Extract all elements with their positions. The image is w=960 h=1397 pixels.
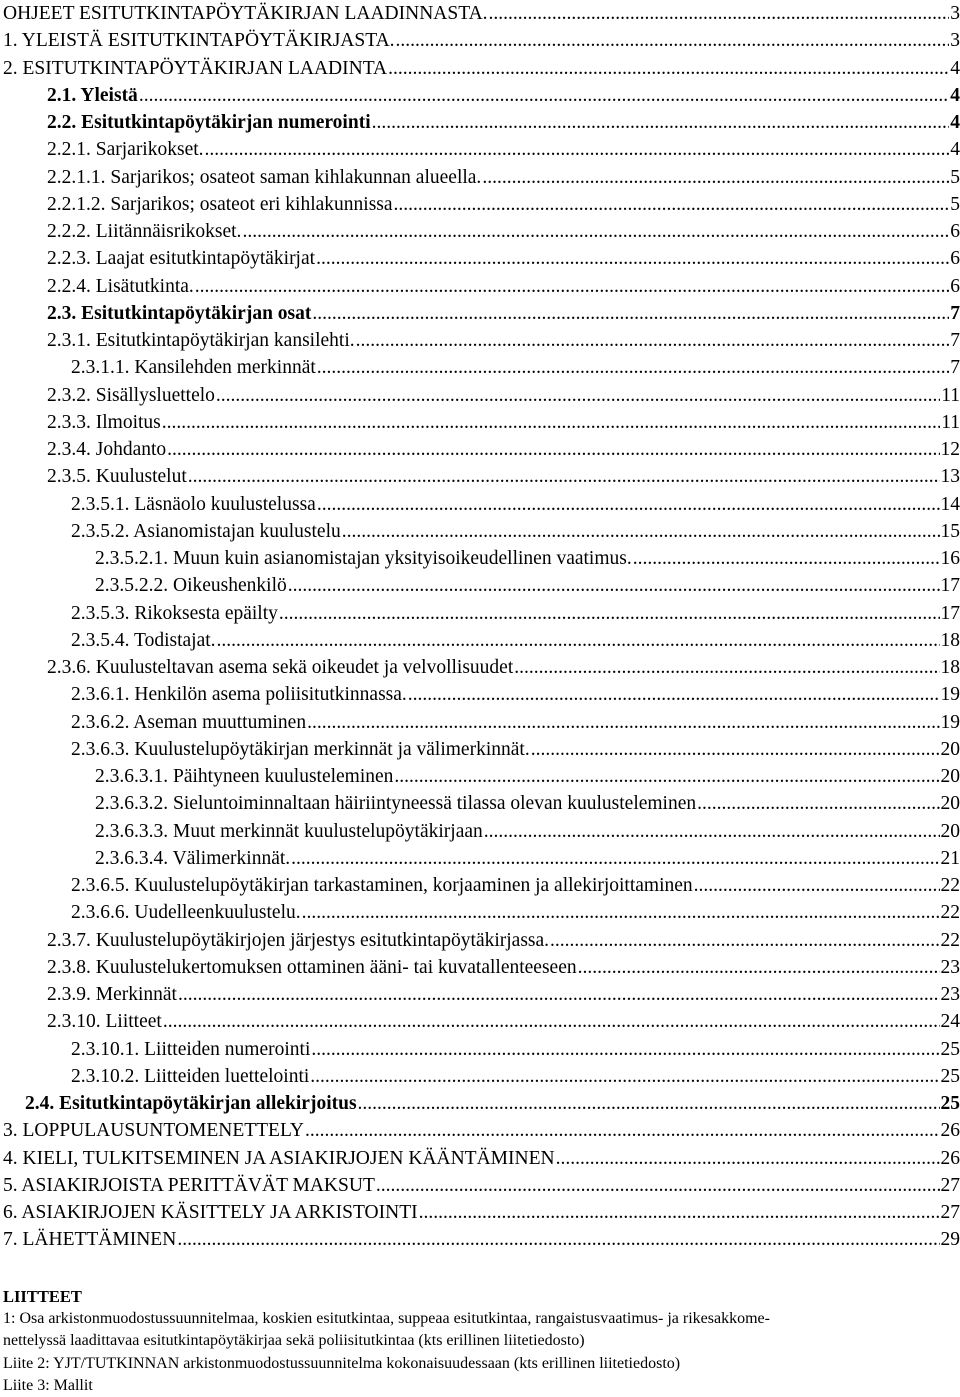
toc-entry[interactable] [3, 300, 960, 327]
toc-entry-page-number: 5 [950, 164, 960, 191]
toc-entry[interactable] [3, 981, 960, 1008]
toc-dot-leader [372, 109, 950, 136]
toc-entry-title: 4. KIELI, TULKITSEMINEN JA ASIAKIRJOJEN KÄÄNTÄMINEN [3, 1145, 555, 1172]
toc-entry-page-number: 7 [950, 300, 960, 327]
toc-entry-title: 2.3.5.1. Läsnäolo kuulustelussa [71, 491, 316, 518]
toc-dot-leader [531, 736, 940, 763]
toc-dot-leader [242, 218, 949, 245]
toc-entry[interactable] [3, 1117, 960, 1144]
toc-dot-leader [408, 681, 940, 708]
toc-entry[interactable] [3, 1145, 960, 1172]
toc-dot-leader [311, 1036, 939, 1063]
toc-dot-leader [162, 409, 940, 436]
toc-dot-leader [302, 899, 940, 926]
toc-entry-page-number: 27 [941, 1172, 960, 1199]
toc-entry-title: OHJEET ESITUTKINTAPÖYTÄKIRJAN LAADINNASTA. [3, 0, 488, 27]
toc-entry-page-number: 25 [941, 1090, 960, 1117]
toc-dot-leader [489, 0, 950, 27]
toc-entry-title: 2.3.1.1. Kansilehden merkinnät [71, 354, 316, 381]
toc-entry-title: 5. ASIAKIRJOISTA PERITTÄVÄT MAKSUT [3, 1172, 375, 1199]
toc-dot-leader [514, 654, 939, 681]
toc-entry-page-number: 27 [941, 1199, 960, 1226]
toc-dot-leader [633, 545, 940, 572]
toc-entry-title: 2.3.10.2. Liitteiden luettelointi [71, 1063, 309, 1090]
toc-dot-leader [358, 1090, 940, 1117]
toc-entry[interactable] [3, 82, 960, 109]
toc-dot-leader [694, 872, 940, 899]
toc-entry-page-number: 4 [950, 136, 960, 163]
toc-dot-leader [482, 164, 949, 191]
toc-dot-leader [394, 191, 950, 218]
toc-entry-page-number: 21 [941, 845, 960, 872]
appendix-heading: LIITTEET [3, 1286, 958, 1308]
toc-entry-title: 2.3.6.5. Kuulustelupöytäkirjan tarkastaminen, korjaaminen ja allekirjoittaminen [71, 872, 693, 899]
toc-entry-page-number: 11 [941, 409, 960, 436]
toc-dot-leader [163, 1008, 940, 1035]
toc-entry[interactable] [3, 55, 960, 82]
toc-dot-leader [216, 382, 940, 409]
toc-entry-page-number: 20 [941, 736, 960, 763]
toc-entry-title: 2.2.2. Liitännäisrikokset. [47, 218, 241, 245]
toc-entry-page-number: 26 [941, 1145, 960, 1172]
toc-entry-title: 7. LÄHETTÄMINEN [3, 1226, 176, 1253]
toc-entry-page-number: 4 [950, 82, 960, 109]
toc-entry-title: 2.3.1. Esitutkintapöytäkirjan kansilehti. [47, 327, 355, 354]
toc-entry-page-number: 25 [941, 1063, 960, 1090]
toc-entry-title: 2.3.9. Merkinnät [47, 981, 177, 1008]
toc-dot-leader [556, 1145, 940, 1172]
toc-entry-title: 2.3.5. Kuulustelut [47, 463, 187, 490]
toc-entry[interactable] [3, 954, 960, 981]
toc-entry-title: 2.3.6.1. Henkilön asema poliisitutkinnassa. [71, 681, 407, 708]
toc-entry[interactable] [3, 654, 960, 681]
toc-entry-title: 2.2.1.1. Sarjarikos; osateot saman kihlakunnan alueella. [47, 164, 481, 191]
toc-entry[interactable] [3, 109, 960, 136]
toc-entry-page-number: 17 [941, 572, 960, 599]
toc-entry-title: 2.3.6.3. Kuulustelupöytäkirjan merkinnät ja välimerkinnät. [71, 736, 530, 763]
toc-dot-leader [177, 1226, 939, 1253]
toc-entry-page-number: 23 [941, 954, 960, 981]
toc-entry[interactable] [3, 354, 960, 381]
toc-entry[interactable] [3, 736, 960, 763]
toc-entry-title: 2.3.8. Kuulustelukertomuksen ottaminen ääni- tai kuvatallenteeseen [47, 954, 577, 981]
toc-dot-leader [396, 27, 950, 54]
toc-entry-page-number: 6 [950, 218, 960, 245]
toc-entry-page-number: 4 [950, 109, 960, 136]
toc-entry[interactable] [3, 164, 960, 191]
toc-entry-page-number: 7 [950, 327, 960, 354]
toc-entry-page-number: 19 [941, 681, 960, 708]
toc-dot-leader [312, 300, 949, 327]
toc-entry[interactable] [3, 1172, 960, 1199]
toc-entry-title: 2.3.5.2. Asianomistajan kuulustelu [71, 518, 341, 545]
toc-entry-page-number: 3 [950, 0, 960, 27]
toc-entry[interactable] [3, 899, 960, 926]
toc-entry[interactable] [3, 436, 960, 463]
toc-entry-page-number: 20 [941, 763, 960, 790]
toc-entry[interactable] [3, 872, 960, 899]
toc-entry-page-number: 18 [941, 654, 960, 681]
toc-dot-leader [305, 1117, 939, 1144]
toc-entry-title: 2.2.3. Laajat esitutkintapöytäkirjat [47, 245, 315, 272]
toc-entry[interactable] [3, 327, 960, 354]
toc-dot-leader [484, 818, 940, 845]
toc-entry[interactable] [3, 409, 960, 436]
toc-entry-title: 2.3.5.2.2. Oikeushenkilö [95, 572, 287, 599]
toc-entry-title: 2.3.5.3. Rikoksesta epäilty [71, 600, 278, 627]
toc-entry[interactable] [3, 1008, 960, 1035]
toc-entry[interactable] [3, 927, 960, 954]
toc-entry-title: 2.3.6.3.1. Päihtyneen kuulusteleminen [95, 763, 393, 790]
toc-entry-title: 2.2.1. Sarjarikokset. [47, 136, 204, 163]
toc-entry-title: 2.1. Yleistä [47, 82, 138, 109]
toc-dot-leader [291, 845, 939, 872]
toc-entry-title: 2.3.10. Liitteet [47, 1008, 162, 1035]
toc-entry[interactable] [3, 191, 960, 218]
toc-entry-page-number: 17 [941, 600, 960, 627]
toc-entry-title: 2.3.3. Ilmoitus [47, 409, 161, 436]
toc-dot-leader [317, 354, 949, 381]
toc-entry-title: 2.3.2. Sisällysluettelo [47, 382, 215, 409]
toc-entry[interactable] [3, 1063, 960, 1090]
toc-entry[interactable] [3, 545, 960, 572]
toc-entry[interactable] [3, 845, 960, 872]
toc-entry-page-number: 19 [941, 709, 960, 736]
toc-entry-title: 2.4. Esitutkintapöytäkirjan allekirjoitus [25, 1090, 357, 1117]
toc-entry-page-number: 18 [941, 627, 960, 654]
toc-dot-leader [178, 981, 940, 1008]
toc-entry[interactable] [3, 709, 960, 736]
toc-dot-leader [167, 436, 939, 463]
toc-entry-page-number: 22 [941, 927, 960, 954]
toc-dot-leader [307, 709, 939, 736]
toc-entry-title: 2.3.5.2.1. Muun kuin asianomistajan yksityisoikeudellinen vaatimus. [95, 545, 632, 572]
toc-entry-title: 2.3.6.3.2. Sieluntoiminnaltaan häiriintyneessä tilassa olevan kuulusteleminen [95, 790, 696, 817]
toc-entry-page-number: 29 [941, 1226, 960, 1253]
toc-dot-leader [388, 55, 949, 82]
toc-dot-leader [188, 463, 940, 490]
toc-entry[interactable] [3, 790, 960, 817]
appendix-line: 1: Osa arkistonmuodostussuunnitelmaa, koskien esitutkintaa, suppeaa esitutkintaa, rangaistusvaatimus- ja rikesakkome- [3, 1308, 958, 1330]
toc-entry[interactable] [3, 600, 960, 627]
toc-entry-title: 2.3.6.3.3. Muut merkinnät kuulustelupöytäkirjaan [95, 818, 483, 845]
toc-dot-leader [356, 327, 950, 354]
toc-dot-leader [697, 790, 939, 817]
toc-dot-leader [419, 1199, 940, 1226]
toc-entry-page-number: 5 [950, 191, 960, 218]
toc-entry[interactable] [3, 1199, 960, 1226]
toc-dot-leader [394, 763, 939, 790]
toc-entry-page-number: 3 [950, 27, 960, 54]
toc-entry[interactable] [3, 1036, 960, 1063]
toc-entry-page-number: 15 [941, 518, 960, 545]
toc-entry[interactable] [3, 218, 960, 245]
toc-dot-leader [550, 927, 939, 954]
toc-dot-leader [376, 1172, 940, 1199]
toc-dot-leader [279, 600, 940, 627]
toc-entry-page-number: 6 [950, 273, 960, 300]
toc-entry-page-number: 13 [941, 463, 960, 490]
toc-entry-title: 2.2.1.2. Sarjarikos; osateot eri kihlakunnissa [47, 191, 393, 218]
toc-entry-page-number: 22 [941, 872, 960, 899]
toc-dot-leader [288, 572, 940, 599]
appendix-line: Liite 2: YJT/TUTKINNAN arkistonmuodostussuunnitelma kokonaisuudessaan (kts erillinen liitetiedosto) [3, 1353, 958, 1375]
toc-entry-title: 2.3. Esitutkintapöytäkirjan osat [47, 300, 311, 327]
toc-dot-leader [205, 136, 950, 163]
toc-entry-page-number: 16 [941, 545, 960, 572]
table-of-contents [3, 0, 960, 1254]
toc-entry-page-number: 24 [941, 1008, 960, 1035]
toc-entry-title: 2.2.4. Lisätutkinta. [47, 273, 194, 300]
appendix-section [3, 1286, 958, 1397]
toc-entry-title: 2. ESITUTKINTAPÖYTÄKIRJAN LAADINTA [3, 55, 387, 82]
toc-entry-title: 1. YLEISTÄ ESITUTKINTAPÖYTÄKIRJASTA. [3, 27, 395, 54]
toc-entry-page-number: 20 [941, 818, 960, 845]
toc-entry[interactable] [3, 763, 960, 790]
toc-entry-title: 2.3.6.6. Uudelleenkuulustelu. [71, 899, 301, 926]
toc-entry[interactable] [3, 136, 960, 163]
toc-entry-page-number: 20 [941, 790, 960, 817]
toc-entry[interactable] [3, 27, 960, 54]
toc-entry[interactable] [3, 273, 960, 300]
toc-entry[interactable] [3, 0, 960, 27]
toc-entry-page-number: 11 [941, 382, 960, 409]
toc-entry-title: 3. LOPPULAUSUNTOMENETTELY [3, 1117, 304, 1144]
toc-entry-page-number: 25 [941, 1036, 960, 1063]
toc-dot-leader [578, 954, 940, 981]
toc-entry-title: 2.3.6. Kuulusteltavan asema sekä oikeudet ja velvollisuudet [47, 654, 513, 681]
toc-dot-leader [139, 82, 949, 109]
toc-entry[interactable] [3, 463, 960, 490]
toc-entry-page-number: 23 [941, 981, 960, 1008]
toc-entry[interactable] [3, 572, 960, 599]
toc-entry[interactable] [3, 681, 960, 708]
toc-dot-leader [316, 245, 949, 272]
toc-dot-leader [342, 518, 940, 545]
toc-entry-title: 6. ASIAKIRJOJEN KÄSITTELY JA ARKISTOINTI [3, 1199, 418, 1226]
toc-entry-page-number: 6 [950, 245, 960, 272]
toc-entry[interactable] [3, 491, 960, 518]
toc-entry-title: 2.2. Esitutkintapöytäkirjan numerointi [47, 109, 371, 136]
toc-entry-page-number: 7 [950, 354, 960, 381]
toc-dot-leader [317, 491, 940, 518]
toc-entry[interactable] [3, 518, 960, 545]
toc-dot-leader [217, 627, 940, 654]
toc-entry[interactable] [3, 627, 960, 654]
toc-dot-leader [310, 1063, 939, 1090]
appendix-line: nettelyssä laadittavaa esitutkintapöytäkirjaa sekä poliisitutkintaa (kts erillinen liitetiedosto) [3, 1330, 958, 1352]
toc-entry-title: 2.3.6.3.4. Välimerkinnät. [95, 845, 290, 872]
toc-entry-page-number: 26 [941, 1117, 960, 1144]
toc-entry[interactable] [3, 1090, 960, 1117]
toc-entry-title: 2.3.7. Kuulustelupöytäkirjojen järjestys esitutkintapöytäkirjassa. [47, 927, 549, 954]
appendix-line: Liite 3: Mallit [3, 1375, 958, 1397]
toc-entry-page-number: 22 [941, 899, 960, 926]
toc-entry-title: 2.3.10.1. Liitteiden numerointi [71, 1036, 310, 1063]
toc-entry-page-number: 12 [941, 436, 960, 463]
toc-entry[interactable] [3, 245, 960, 272]
toc-entry[interactable] [3, 1226, 960, 1253]
toc-entry[interactable] [3, 818, 960, 845]
toc-dot-leader [195, 273, 949, 300]
toc-entry-title: 2.3.5.4. Todistajat. [71, 627, 216, 654]
toc-entry-page-number: 14 [941, 491, 960, 518]
toc-entry-title: 2.3.6.2. Aseman muuttuminen [71, 709, 306, 736]
toc-entry-title: 2.3.4. Johdanto [47, 436, 166, 463]
toc-entry-page-number: 4 [950, 55, 960, 82]
toc-entry[interactable] [3, 382, 960, 409]
